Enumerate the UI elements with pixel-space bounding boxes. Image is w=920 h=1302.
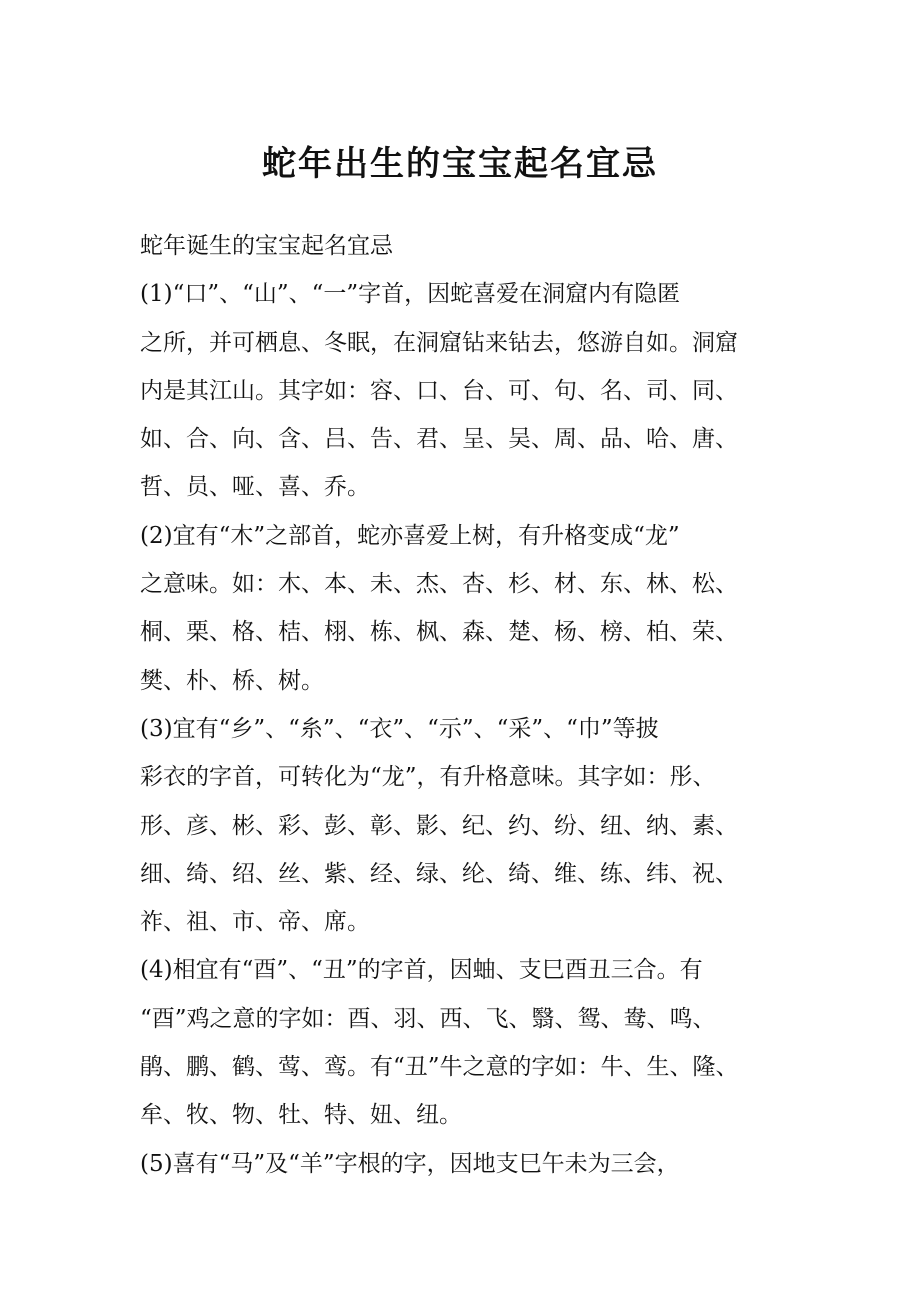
page-title: 蛇年出生的宝宝起名宜忌: [262, 144, 658, 184]
body-line: (2)宜有“木”之部首，蛇亦喜爱上树，有升格变成“龙”: [140, 522, 680, 549]
body-line: (1)“口”、“山”、“一”字首，因蛇喜爱在洞窟内有隐匿: [140, 281, 681, 308]
body-line: 鹃、鹏、鹤、莺、鸾。有“丑”牛之意的字如：牛、生、隆、: [140, 1054, 739, 1081]
document-body: [140, 222, 790, 1188]
body-line: 细、绮、绍、丝、紫、经、绿、纶、绮、维、练、纬、祝、: [140, 860, 738, 887]
body-line: 彩衣的字首，可转化为“龙”，有升格意味。其字如：彤、: [140, 764, 716, 791]
body-line: 牟、牧、物、牡、特、妞、纽。: [140, 1102, 462, 1129]
body-line: 樊、朴、桥、树。: [140, 667, 324, 694]
body-line: 桐、栗、格、桔、栩、栋、枫、森、楚、杨、榜、柏、荣、: [140, 619, 738, 646]
body-line: 哲、员、哑、喜、乔。: [140, 474, 370, 501]
body-line: (3)宜有“乡”、“糸”、“衣”、“示”、“采”、“巾”等披: [140, 715, 659, 742]
body-line: 蛇年诞生的宝宝起名宜忌: [140, 233, 393, 259]
body-line: 之所，并可栖息、冬眠，在洞窟钻来钻去，悠游自如。洞窟: [140, 329, 738, 356]
body-line: 内是其江山。其字如：容、口、台、可、句、名、司、同、: [140, 377, 738, 404]
body-line: 祚、祖、市、帝、席。: [140, 909, 370, 936]
body-line: “酉”鸡之意的字如：酉、羽、西、飞、翳、鸳、鸯、鸣、: [140, 1005, 716, 1032]
body-line: (5)喜有“马”及“羊”字根的字，因地支巳午未为三会，: [140, 1150, 680, 1177]
body-line: (4)相宜有“酉”、“丑”的字首，因蚰、支巳酉丑三合。有: [140, 957, 703, 984]
body-line: 之意味。如：木、本、未、杰、杏、杉、材、东、林、松、: [140, 571, 738, 598]
body-line: 形、彦、彬、彩、彭、彰、影、纪、约、纷、纽、纳、素、: [140, 812, 738, 839]
body-line: 如、合、向、含、吕、告、君、呈、吴、周、品、哈、唐、: [140, 426, 738, 453]
